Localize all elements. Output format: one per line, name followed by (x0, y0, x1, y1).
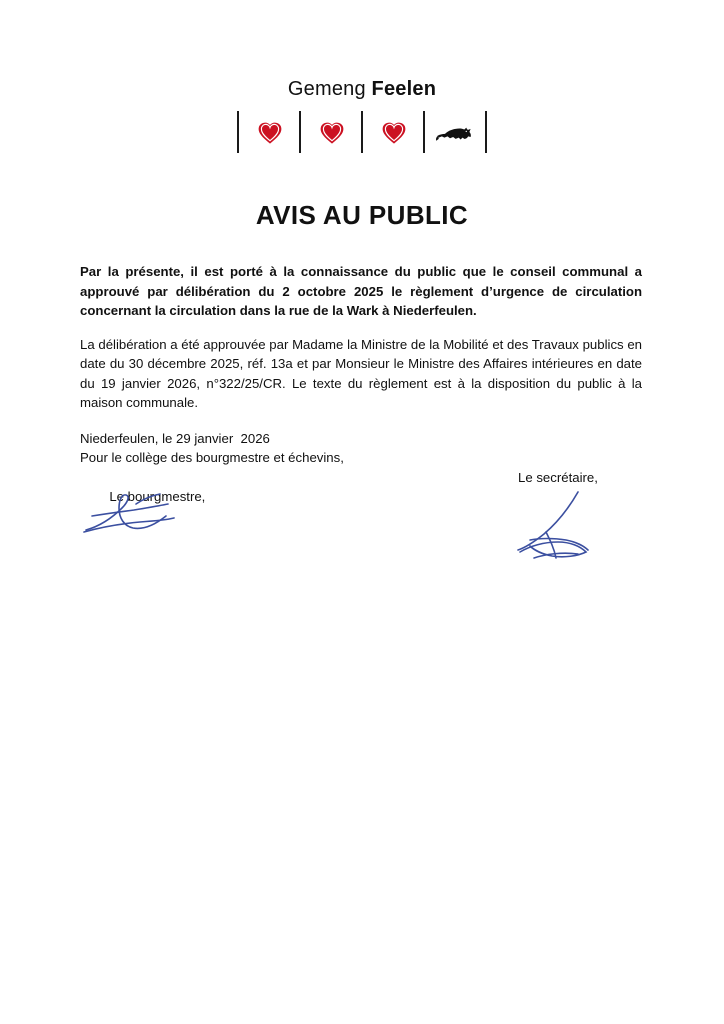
college-line: Pour le collège des bourgmestre et échevins, (80, 450, 344, 465)
crest-divider (423, 111, 425, 153)
document-body (80, 262, 642, 504)
coat-of-arms (228, 108, 496, 156)
commune-name (0, 78, 724, 101)
commune-name-main: Feelen (371, 78, 437, 100)
place-date: Niederfeulen, le 29 janvier 2026 (80, 430, 270, 446)
heart-glyph (319, 120, 343, 144)
signature-block (80, 429, 642, 504)
heart-icon (248, 109, 290, 155)
commune-logo (0, 78, 724, 158)
crest-divider (237, 111, 239, 153)
heart-icon (372, 109, 414, 155)
commune-name-prefix: Gemeng (287, 78, 372, 100)
lion-icon (434, 109, 476, 155)
signer-left-title: Le bourgmestre, (109, 489, 206, 504)
heart-glyph (381, 120, 405, 144)
paragraph-1: Par la présente, il est porté à la connaissance du public que le conseil communal a approuvé par délibération du 2 octobre 2025 le règlement d’urgence de circulation concernant la circulation dans la rue de la Wark à Niederfeulen. (80, 264, 642, 318)
signature-secretaire (500, 488, 610, 583)
page-title: AVIS AU PUBLIC (255, 200, 469, 230)
crest-divider (299, 111, 301, 153)
crest-divider (485, 111, 487, 153)
heart-icon (310, 109, 352, 155)
crest-divider (361, 111, 363, 153)
signature-titles-row (80, 468, 642, 504)
paragraph-2: La délibération a été approuvée par Madame la Ministre de la Mobilité et des Travaux publics en date du 30 décembre 2025, réf. 13a et par Monsieur le Ministre des Affaires intérieures en date du 19 janvier 2026, n°322/25/CR. Le texte du règlement est à la disposition du public à la maison communale. (80, 336, 642, 410)
heart-glyph (257, 120, 281, 144)
signature-bourgmestre (78, 486, 198, 551)
signer-right-title: Le secrétaire, (518, 469, 598, 485)
